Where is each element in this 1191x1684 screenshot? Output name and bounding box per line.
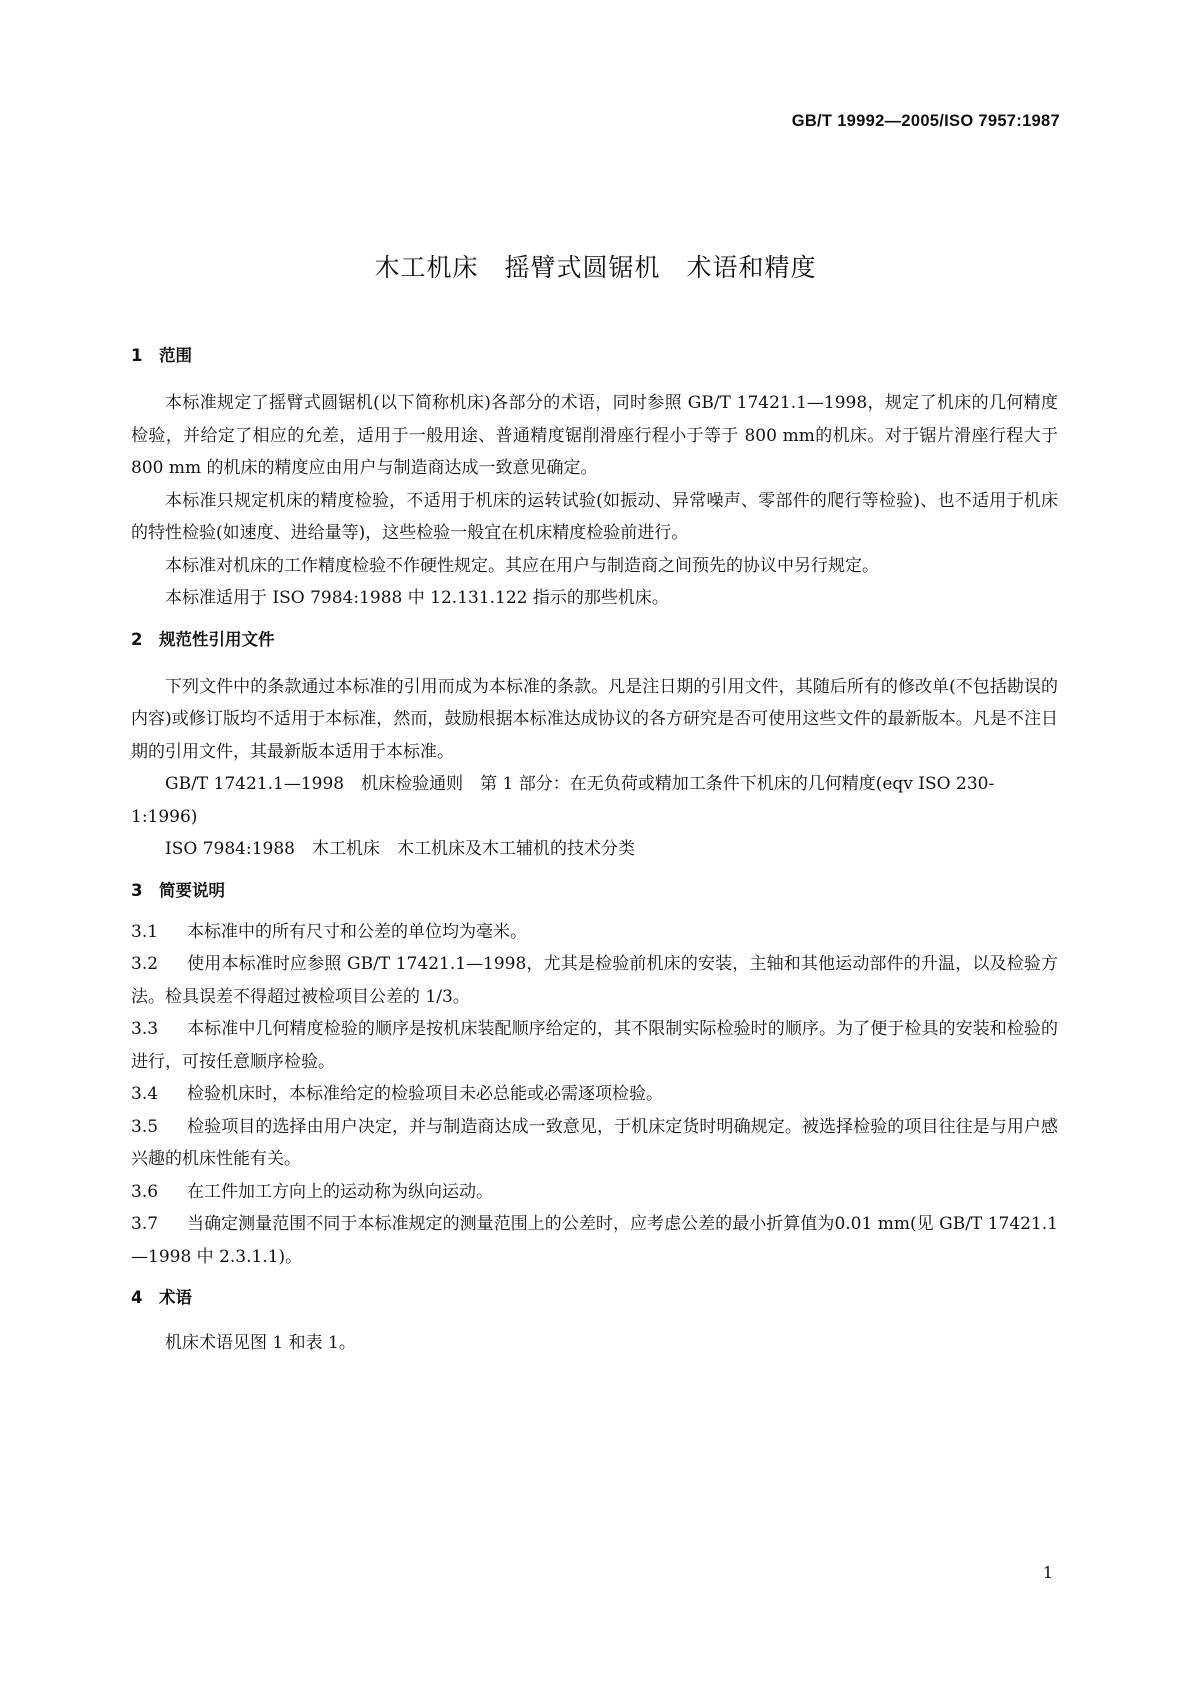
clause	[131, 1208, 1058, 1273]
clause	[131, 1176, 1058, 1209]
clause-number: 3.7	[131, 1214, 159, 1234]
clause-text: 本标准中几何精度检验的顺序是按机床装配顺序给定的，其不限制实际检验时的顺序。为了便于检具的安装和检验的进行，可按任意顺序检验。	[131, 1019, 1058, 1072]
paragraph: 机床术语见图 1 和表 1。	[165, 1333, 356, 1353]
section-scope	[131, 345, 1058, 615]
clause-number: 3.2	[131, 954, 159, 974]
clause-text: 本标准中的所有尺寸和公差的单位均为毫米。	[187, 921, 527, 942]
paragraph: 本标准规定了摇臂式圆锯机(以下简称机床)各部分的术语，同时参照 GB/T 17421.1—1998，规定了机床的几何精度检验，并给定了相应的允差，适用于一般用途、普通精度锯削滑座行程小于等于 800 mm的机床。对于锯片滑座行程大于 800 mm 的机床的精度应由用户与制造商达成一致意见确定。	[131, 393, 1058, 478]
clause-text: 检验项目的选择由用户决定，并与制造商达成一致意见，于机床定货时明确规定。被选择检验的项目往往是与用户感兴趣的机床性能有关。	[131, 1116, 1058, 1169]
clause-text: 在工件加工方向上的运动称为纵向运动。	[187, 1181, 493, 1202]
clause	[131, 1078, 1058, 1111]
section-heading: 4 术语	[131, 1288, 192, 1307]
clause-number: 3.1	[131, 921, 159, 942]
section-heading: 2 规范性引用文件	[131, 629, 275, 649]
clause-number: 3.6	[131, 1181, 159, 1202]
clause-number: 3.5	[131, 1116, 159, 1137]
page-number: 1	[1042, 1563, 1053, 1582]
clause	[131, 916, 1058, 949]
paragraph: 下列文件中的条款通过本标准的引用而成为本标准的条款。凡是注日期的引用文件，其随后所有的修改单(不包括勘误的内容)或修订版均不适用于本标准，然而，鼓励根据本标准达成协议的各方研究是否可使用这些文件的最新版本。凡是不注日期的引用文件，其最新版本适用于本标准。	[131, 676, 1058, 762]
paragraph: 本标准对机床的工作精度检验不作硬性规定。其应在用户与制造商之间预先的协议中另行规定。	[165, 555, 879, 576]
clause	[131, 948, 1058, 1013]
section-normative-references	[131, 629, 1058, 866]
standard-code: GB/T 19992—2005/ISO 7957:1987	[791, 112, 1060, 130]
section-terminology	[131, 1287, 1058, 1360]
paragraph: 本标准适用于 ISO 7984:1988 中 12.131.122 指示的那些机床。	[165, 588, 669, 608]
document-body	[131, 345, 1058, 1360]
clause	[131, 1013, 1058, 1078]
clause	[131, 1111, 1058, 1176]
clause-number: 3.4	[131, 1084, 159, 1104]
clause-text: 使用本标准时应参照 GB/T 17421.1—1998，尤其是检验前机床的安装，主轴和其他运动部件的升温，以及检验方法。检具误差不得超过被检项目公差的 1/3。	[131, 954, 1058, 1007]
reference-item: GB/T 17421.1—1998 机床检验通则 第 1 部分：在无负荷或精加工条件下机床的几何精度(eqv ISO 230-1:1996)	[131, 774, 995, 827]
section-heading: 1 范围	[131, 346, 192, 365]
section-general-notes	[131, 880, 1058, 1274]
section-heading: 3 简要说明	[131, 880, 225, 900]
reference-item: ISO 7984:1988 木工机床 木工机床及木工辅机的技术分类	[165, 839, 635, 859]
paragraph: 本标准只规定机床的精度检验，不适用于机床的运转试验(如振动、异常噪声、零部件的爬行等检验)、也不适用于机床的特性检验(如速度、进给量等)，这些检验一般宜在机床精度检验前进行。	[131, 490, 1058, 543]
document-title: 木工机床 摇臂式圆锯机 术语和精度	[374, 253, 817, 282]
clause-text: 当确定测量范围不同于本标准规定的测量范围上的公差时，应考虑公差的最小折算值为0.01 mm(见 GB/T 17421.1—1998 中 2.3.1.1)。	[131, 1214, 1058, 1267]
clause-number: 3.3	[131, 1019, 159, 1039]
clause-text: 检验机床时，本标准给定的检验项目未必总能或必需逐项检验。	[187, 1084, 663, 1104]
